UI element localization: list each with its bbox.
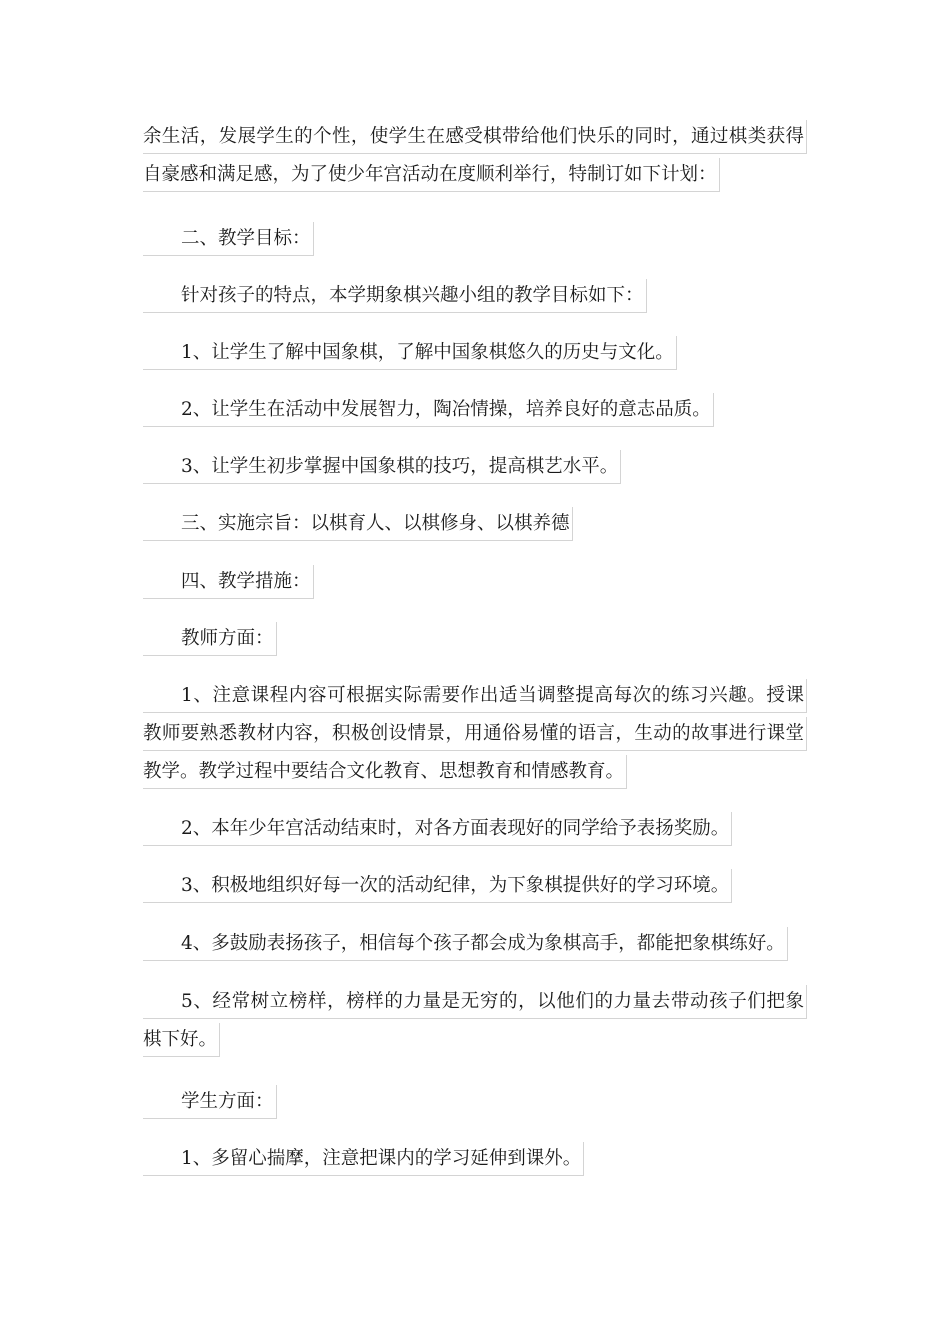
teacher-item-1-line-1: 1、注意课程内容可根据实际需要作出适当调整提高每次的练习兴趣。授课	[143, 679, 807, 713]
teacher-item-4: 4、多鼓励表扬孩子，相信每个孩子都会成为象棋高手，都能把象棋练好。	[143, 927, 807, 965]
student-item-1: 1、多留心揣摩，注意把课内的学习延伸到课外。	[143, 1142, 807, 1180]
intro-paragraph	[143, 120, 807, 196]
teacher-heading: 教师方面：	[143, 622, 807, 660]
teacher-item-5-line-1: 5、经常树立榜样，榜样的力量是无穷的，以他们的力量去带动孩子们把象	[143, 985, 807, 1019]
goal-item-1: 1、让学生了解中国象棋，了解中国象棋悠久的历史与文化。	[143, 336, 807, 374]
section-2-heading: 二、教学目标：	[143, 222, 807, 260]
goal-item-3: 3、让学生初步掌握中国象棋的技巧，提高棋艺水平。	[143, 450, 807, 488]
teacher-item-1-line-3: 教学。教学过程中要结合文化教育、思想教育和情感教育。	[143, 755, 627, 789]
teacher-item-5-line-2: 棋下好。	[143, 1023, 220, 1057]
section-3-heading: 三、实施宗旨：以棋育人、以棋修身、以棋养德	[143, 507, 807, 545]
teacher-item-1-line-2: 教师要熟悉教材内容，积极创设情景，用通俗易懂的语言，生动的故事进行课堂	[143, 717, 807, 751]
goal-item-2: 2、让学生在活动中发展智力，陶冶情操，培养良好的意志品质。	[143, 393, 807, 431]
teacher-item-3: 3、积极地组织好每一次的活动纪律，为下象棋提供好的学习环境。	[143, 869, 807, 907]
section-2-lead: 针对孩子的特点，本学期象棋兴趣小组的教学目标如下：	[143, 279, 807, 317]
intro-line-1: 余生活，发展学生的个性，使学生在感受棋带给他们快乐的同时，通过棋类获得	[143, 120, 807, 154]
teacher-item-5	[143, 985, 807, 1061]
teacher-item-1	[143, 679, 807, 793]
intro-line-2: 自豪感和满足感，为了使少年宫活动在度顺利举行，特制订如下计划：	[143, 158, 720, 192]
teacher-item-2: 2、本年少年宫活动结束时，对各方面表现好的同学给予表扬奖励。	[143, 812, 807, 850]
section-4-heading: 四、教学措施：	[143, 565, 807, 603]
student-heading: 学生方面：	[143, 1085, 807, 1123]
